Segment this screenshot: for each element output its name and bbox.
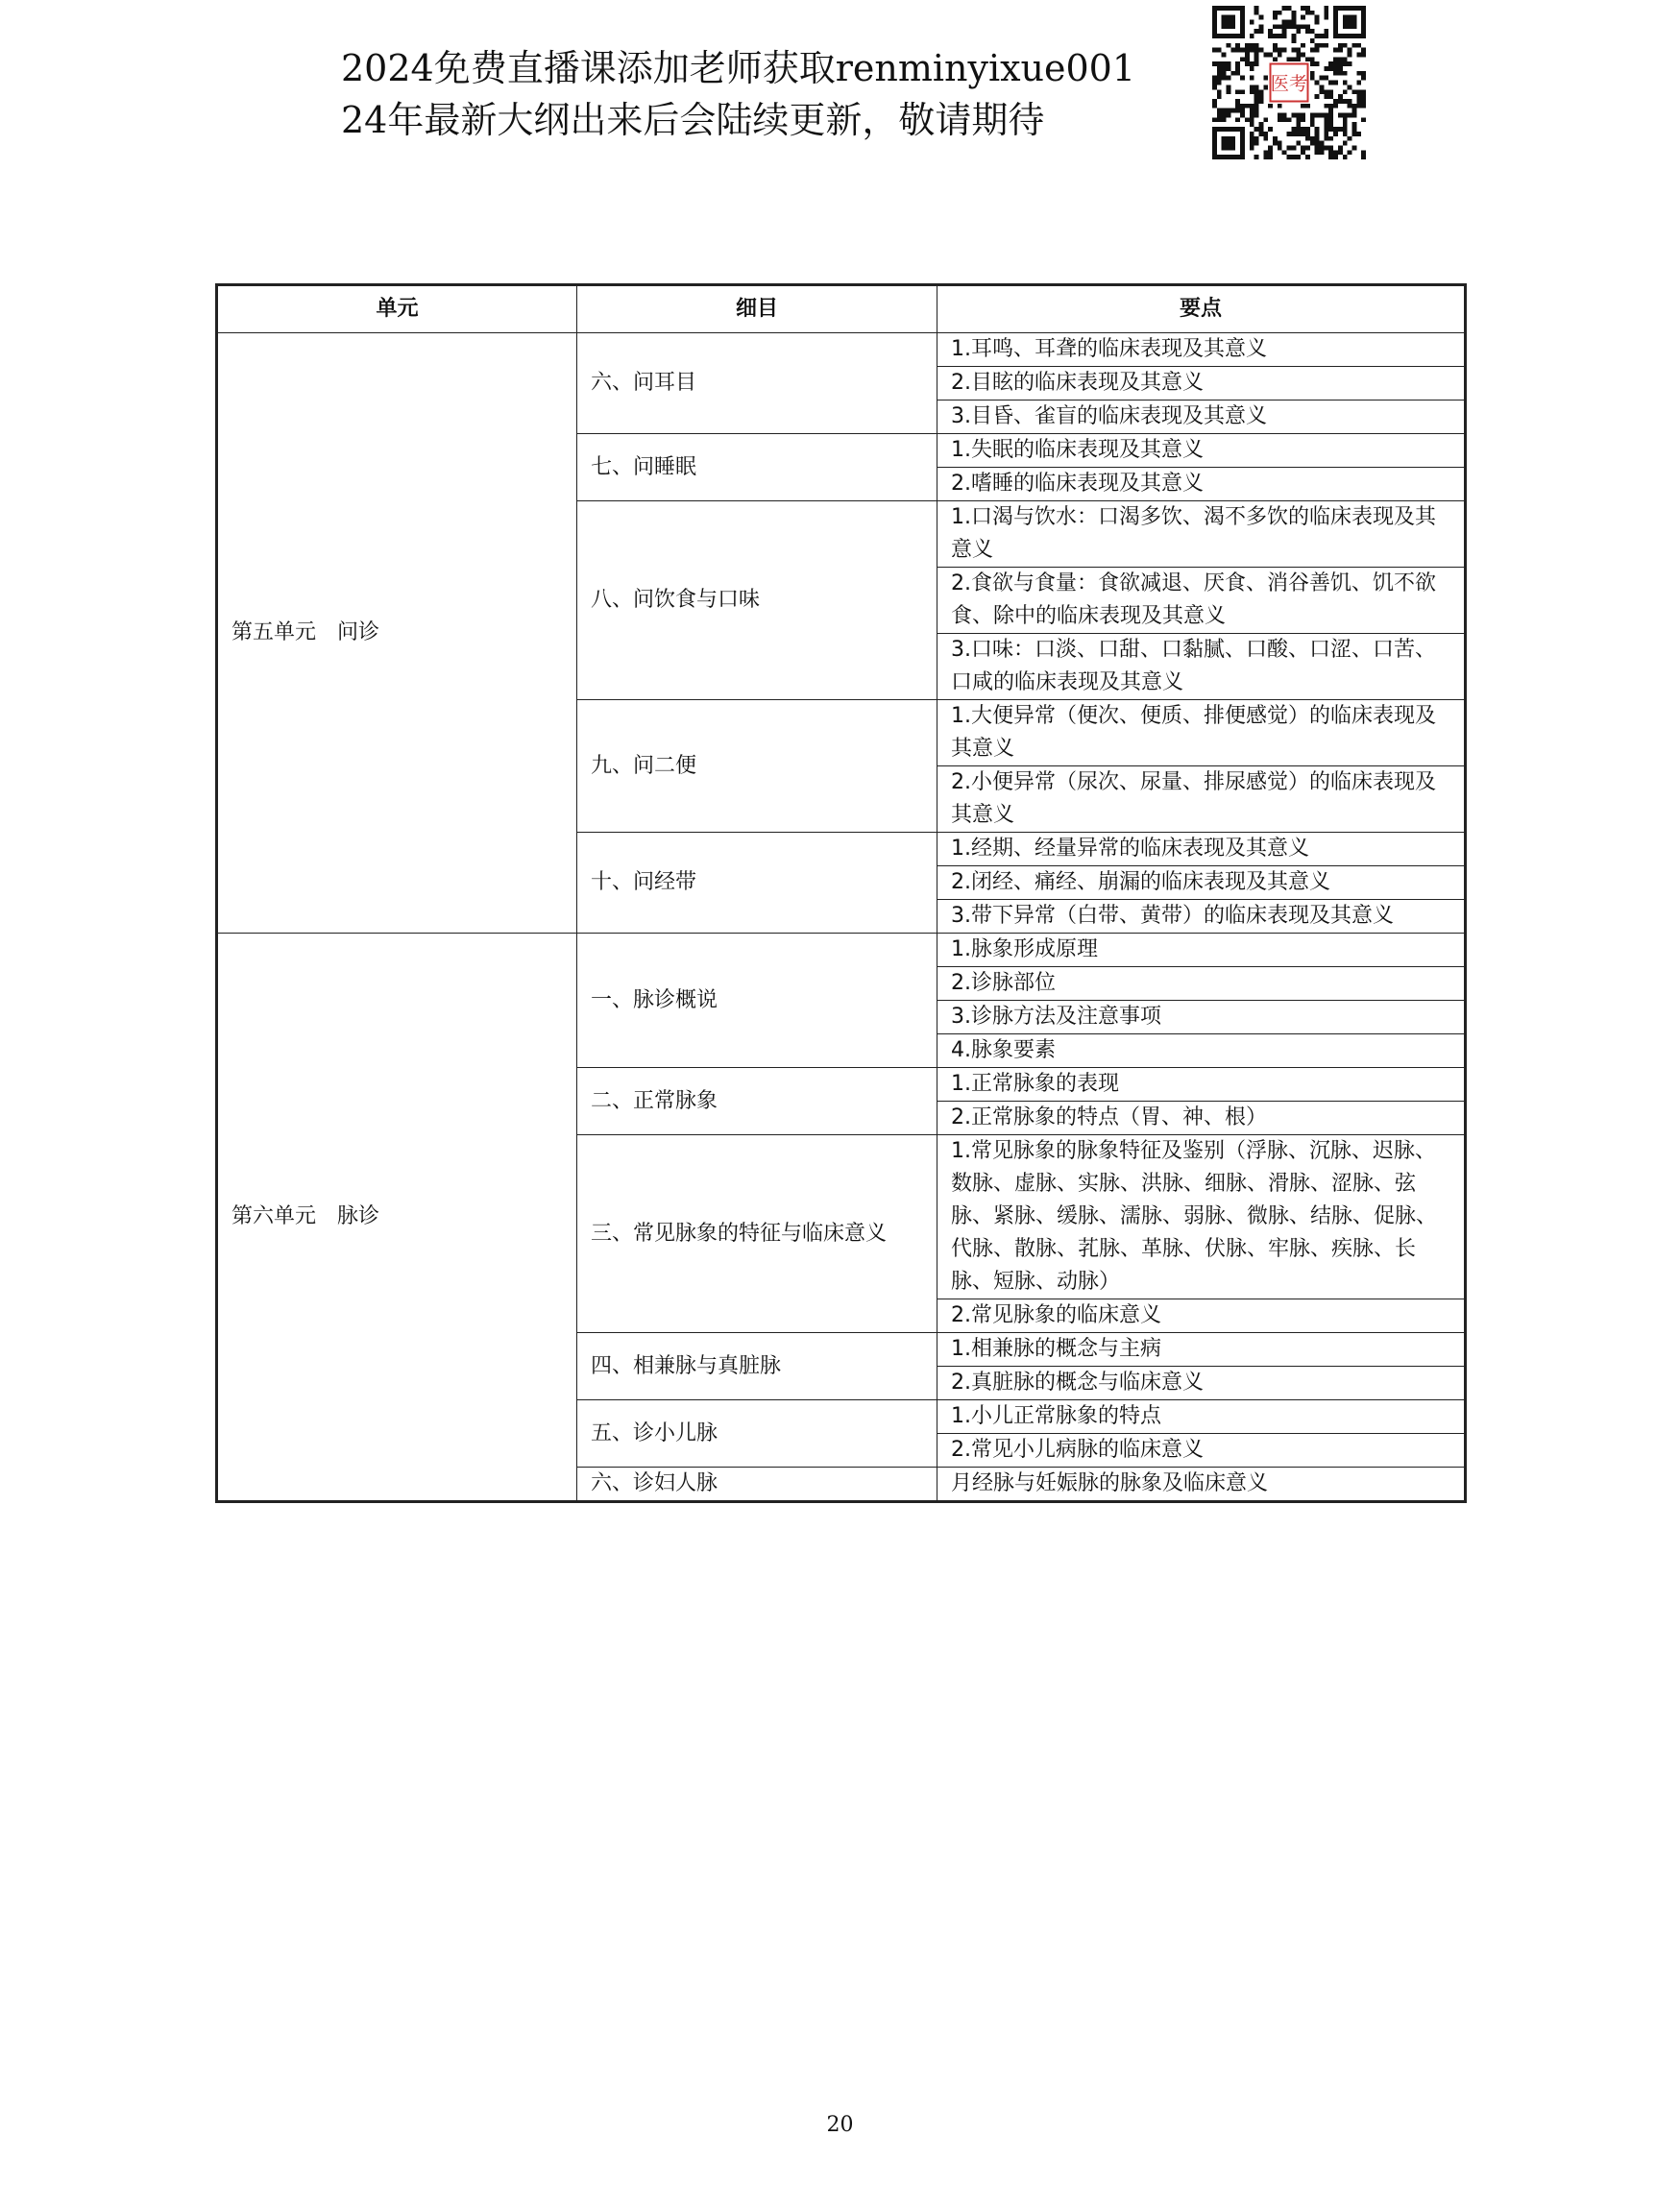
point-cell: 1.常见脉象的脉象特征及鉴别（浮脉、沉脉、迟脉、数脉、虚脉、实脉、洪脉、细脉、滑脉、涩脉、弦脉、紧脉、缓脉、濡脉、弱脉、微脉、结脉、促脉、代脉、散脉、芤脉、革脉、伏脉、牢脉、疾脉、长脉、短脉、动脉）: [937, 1135, 1466, 1299]
item-cell: 六、诊妇人脉: [577, 1468, 937, 1502]
column-header-item: 细目: [577, 285, 937, 333]
point-cell: 2.嗜睡的临床表现及其意义: [937, 468, 1466, 501]
promo-line-2: 24年最新大纲出来后会陆续更新，敬请期待: [341, 99, 1045, 141]
item-cell: 三、常见脉象的特征与临床意义: [577, 1135, 937, 1333]
item-cell: 十、问经带: [577, 833, 937, 934]
page-number: 20: [826, 2113, 854, 2137]
item-cell: 四、相兼脉与真脏脉: [577, 1333, 937, 1400]
column-header-point: 要点: [937, 285, 1466, 333]
table-row: [217, 333, 1466, 367]
column-header-unit: 单元: [217, 285, 577, 333]
point-cell: 2.常见脉象的临床意义: [937, 1299, 1466, 1333]
item-cell: 八、问饮食与口味: [577, 501, 937, 700]
point-cell: 1.耳鸣、耳聋的临床表现及其意义: [937, 333, 1466, 367]
point-cell: 3.诊脉方法及注意事项: [937, 1001, 1466, 1034]
point-cell: 1.经期、经量异常的临床表现及其意义: [937, 833, 1466, 866]
point-cell: 2.闭经、痛经、崩漏的临床表现及其意义: [937, 866, 1466, 900]
point-cell: 1.小儿正常脉象的特点: [937, 1400, 1466, 1434]
item-cell: 二、正常脉象: [577, 1068, 937, 1135]
table-body: [217, 333, 1466, 1502]
point-cell: 2.真脏脉的概念与临床意义: [937, 1367, 1466, 1400]
point-cell: 1.失眠的临床表现及其意义: [937, 434, 1466, 468]
item-cell: 七、问睡眠: [577, 434, 937, 501]
point-cell: 1.正常脉象的表现: [937, 1068, 1466, 1102]
qr-logo-label: 医考: [1270, 72, 1308, 95]
qr-code-icon[interactable]: [1212, 6, 1366, 159]
promo-line-1: 2024免费直播课添加老师获取renminyixue001: [341, 47, 1136, 89]
unit-cell: 第五单元 问诊: [217, 333, 577, 934]
table-header-row: [217, 285, 1466, 333]
item-cell: 一、脉诊概说: [577, 934, 937, 1068]
point-cell: 月经脉与妊娠脉的脉象及临床意义: [937, 1468, 1466, 1502]
item-cell: 五、诊小儿脉: [577, 1400, 937, 1468]
table-row: [217, 934, 1466, 967]
point-cell: 2.小便异常（尿次、尿量、排尿感觉）的临床表现及其意义: [937, 766, 1466, 833]
point-cell: 3.口味：口淡、口甜、口黏腻、口酸、口涩、口苦、口咸的临床表现及其意义: [937, 634, 1466, 700]
point-cell: 2.食欲与食量：食欲减退、厌食、消谷善饥、饥不欲食、除中的临床表现及其意义: [937, 568, 1466, 634]
point-cell: 4.脉象要素: [937, 1034, 1466, 1068]
point-cell: 1.相兼脉的概念与主病: [937, 1333, 1466, 1367]
point-cell: 1.脉象形成原理: [937, 934, 1466, 967]
point-cell: 1.口渴与饮水：口渴多饮、渴不多饮的临床表现及其意义: [937, 501, 1466, 568]
point-cell: 3.目昏、雀盲的临床表现及其意义: [937, 401, 1466, 434]
syllabus-table: [215, 283, 1467, 1503]
point-cell: 2.常见小儿病脉的临床意义: [937, 1434, 1466, 1468]
point-cell: 2.目眩的临床表现及其意义: [937, 367, 1466, 401]
item-cell: 六、问耳目: [577, 333, 937, 434]
unit-cell: 第六单元 脉诊: [217, 934, 577, 1502]
promo-header: [341, 42, 1205, 146]
point-cell: 3.带下异常（白带、黄带）的临床表现及其意义: [937, 900, 1466, 934]
item-cell: 九、问二便: [577, 700, 937, 833]
point-cell: 2.正常脉象的特点（胃、神、根）: [937, 1102, 1466, 1135]
point-cell: 1.大便异常（便次、便质、排便感觉）的临床表现及其意义: [937, 700, 1466, 766]
point-cell: 2.诊脉部位: [937, 967, 1466, 1001]
